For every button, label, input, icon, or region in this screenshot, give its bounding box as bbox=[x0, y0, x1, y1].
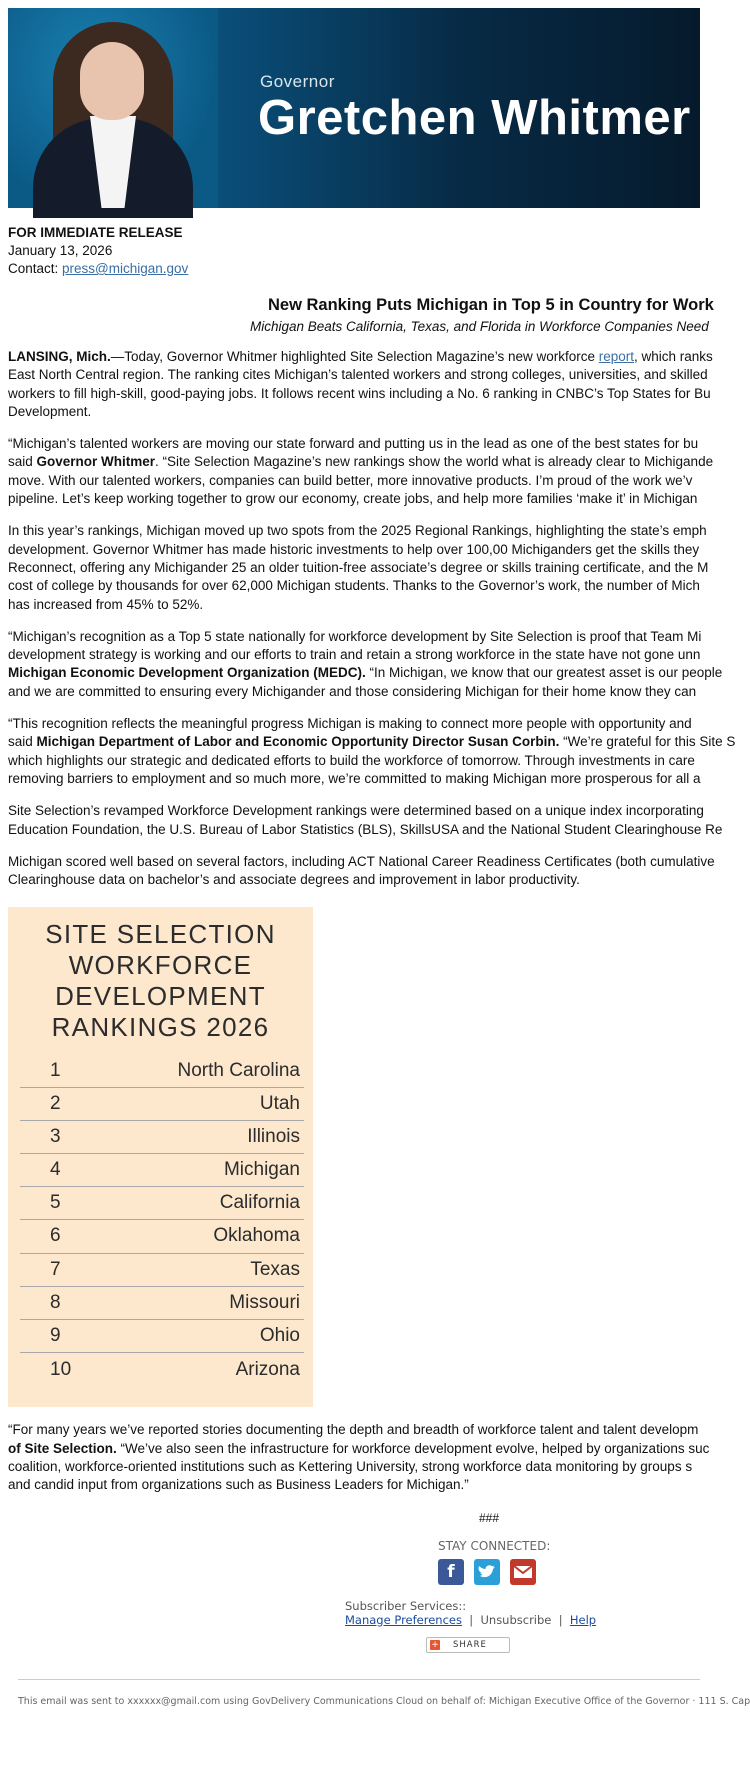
dateline: LANSING, Mich. bbox=[8, 349, 111, 364]
rankings-graphic bbox=[8, 907, 313, 1407]
footer-notice: This email was sent to xxxxxx@gmail.com using GovDelivery Communications Cloud on behalf of: Michigan Executive Office of the Governor · 111 S. Cap bbox=[18, 1695, 750, 1707]
paragraph-intro: LANSING, Mich.—Today, Governor Whitmer highlighted Site Selection Magazine’s new workforce report, which ranks East North Central region. The ranking cites Michigan’s talented workers and strong colleges, universities, and skilled workers to fill high-skill, good-paying jobs. It follows recent wins including a No. 6 ranking in CNBC’s Top States for Bu Development. bbox=[8, 349, 713, 419]
ranking-row bbox=[20, 1254, 304, 1287]
facebook-icon[interactable]: f bbox=[438, 1559, 464, 1585]
rank-state: Illinois bbox=[247, 1125, 300, 1147]
headline: New Ranking Puts Michigan in Top 5 in Country for Work bbox=[268, 296, 714, 314]
share-button[interactable]: + SHARE bbox=[426, 1637, 510, 1653]
subscriber-services-label: Subscriber Services:: bbox=[345, 1598, 467, 1613]
email-footer bbox=[8, 1538, 750, 1707]
report-link[interactable]: report bbox=[598, 349, 635, 364]
rank-state: Arizona bbox=[235, 1358, 300, 1380]
unsubscribe-link[interactable]: Unsubscribe bbox=[480, 1612, 552, 1627]
rank-state: Oklahoma bbox=[213, 1225, 300, 1247]
manage-preferences-link[interactable]: Manage Preferences bbox=[345, 1612, 462, 1627]
ranking-row bbox=[20, 1320, 304, 1353]
rank-number: 6 bbox=[50, 1225, 61, 1247]
release-date: January 13, 2026 bbox=[8, 243, 113, 258]
contact-label: Contact: bbox=[8, 261, 63, 276]
rank-state: Utah bbox=[259, 1092, 300, 1114]
rank-state: Missouri bbox=[229, 1291, 300, 1313]
paragraph-site-selection-quote: “For many years we’ve reported stories documenting the depth and breadth of workforce talent and talent developm of Site Selection. “We’ve also seen the infrastructure for workforce development evolve, helped by organizations suc coalition, workforce-oriented institutions such as Kettering University, strong workforce data monitoring by groups s and candid input from organizations such as Business Leaders for Michigan.” bbox=[8, 1422, 710, 1493]
rankings-list bbox=[20, 1054, 304, 1386]
subscriber-links: Manage Preferences | Unsubscribe | Help bbox=[345, 1612, 597, 1627]
rank-state: Texas bbox=[250, 1258, 300, 1280]
rank-state: California bbox=[219, 1192, 300, 1214]
ranking-row bbox=[20, 1287, 304, 1320]
governor-portrait bbox=[8, 8, 218, 208]
help-link[interactable]: Help bbox=[569, 1612, 597, 1627]
release-label: FOR IMMEDIATE RELEASE bbox=[8, 225, 183, 240]
ranking-row bbox=[20, 1353, 304, 1386]
paragraph-medc-quote: “Michigan’s recognition as a Top 5 state nationally for workforce development by Site Selection is proof that Team Mi development strategy is working and our efforts to train and retain a strong workforce in the state have not gone unn Michigan Economic Development Organization (MEDC). “In Michigan, we know that our greatest asset is our people and we are committed to ensuring every Michigander and those considering Michigan for their home know they can bbox=[8, 628, 723, 699]
ranking-row bbox=[20, 1054, 304, 1087]
rank-state: Ohio bbox=[259, 1325, 300, 1347]
rank-state: North Carolina bbox=[177, 1059, 300, 1081]
rankings-title: SITE SELECTION WORKFORCE DEVELOPMENT RANKINGS 2026 bbox=[45, 919, 276, 1043]
ranking-row bbox=[20, 1187, 304, 1220]
rank-number: 4 bbox=[50, 1159, 61, 1181]
banner-title-label: Governor bbox=[260, 72, 335, 91]
rank-number: 10 bbox=[50, 1358, 72, 1380]
release-meta bbox=[8, 224, 700, 278]
end-mark: ### bbox=[478, 1510, 500, 1525]
paragraph-methodology: Site Selection’s revamped Workforce Development rankings were determined based on a unique index incorporating Education Foundation, the U.S. Bureau of Labor Statistics (BLS), SkillsUSA and the National Student Clearinghouse Re bbox=[8, 803, 723, 837]
ranking-row bbox=[20, 1220, 304, 1253]
stay-connected-label: STAY CONNECTED: bbox=[438, 1538, 551, 1553]
rank-number: 8 bbox=[50, 1291, 61, 1313]
rank-state: Michigan bbox=[223, 1159, 300, 1181]
footer-divider bbox=[18, 1679, 700, 1680]
rank-number: 9 bbox=[50, 1325, 61, 1347]
subheadline: Michigan Beats California, Texas, and Florida in Workforce Companies Need bbox=[250, 319, 709, 334]
rank-number: 1 bbox=[50, 1059, 61, 1081]
rank-number: 5 bbox=[50, 1192, 61, 1214]
rank-number: 3 bbox=[50, 1125, 61, 1147]
social-links bbox=[8, 1559, 700, 1585]
rank-number: 2 bbox=[50, 1092, 61, 1114]
paragraph-leo-quote: “This recognition reflects the meaningful progress Michigan is making to connect more people with opportunity and said Michigan Department of Labor and Economic Opportunity Director Susan Corbin. “We’re grateful for this Site S which highlights our strategic and dedicated efforts to build the workforce of tomorrow. Through investments in care removing barriers to employment and so much more, we’re committed to making Michigan more prosperous for all a bbox=[8, 716, 736, 786]
governor-banner bbox=[8, 8, 700, 208]
ranking-row bbox=[20, 1088, 304, 1121]
twitter-icon[interactable] bbox=[474, 1559, 500, 1585]
paragraph-rankings-context: In this year’s rankings, Michigan moved up two spots from the 2025 Regional Rankings, highlighting the state’s emph development. Governor Whitmer has made historic investments to help over 100,00 Michiganders get the skills they Reconnect, offering any Michigander 25 an older tuition-free associate’s degree or skills training certificate, and the M cost of college by thousands for over 62,000 Michigan students. Thanks to the Governor’s work, the number of Mich has increased from 45% to 52%. bbox=[8, 523, 709, 612]
ranking-row bbox=[20, 1154, 304, 1187]
plus-icon: + bbox=[431, 1639, 439, 1650]
paragraph-governor-quote: “Michigan’s talented workers are moving our state forward and putting us in the lead as one of the best states for bu said Governor Whitmer. “Site Selection Magazine’s new rankings show the world what is already clear to Michigande move. With our talented workers, companies can build better, more innovative products. I’m proud of the work we’v pipeline. Let’s keep working together to grow our economy, create jobs, and help more families ‘make it’ in Michigan bbox=[8, 436, 714, 507]
rank-number: 7 bbox=[50, 1258, 61, 1280]
paragraph-factors: Michigan scored well based on several factors, including ACT National Career Readiness Certificates (both cumulative Clearinghouse data on bachelor’s and associate degrees and improvement in labor productivity. bbox=[8, 853, 715, 888]
contact-email-link[interactable]: press@michigan.gov bbox=[62, 261, 189, 276]
ranking-row bbox=[20, 1121, 304, 1154]
email-body bbox=[8, 8, 750, 1707]
banner-governor-name: Gretchen Whitmer bbox=[258, 91, 691, 145]
email-icon[interactable] bbox=[510, 1559, 536, 1585]
